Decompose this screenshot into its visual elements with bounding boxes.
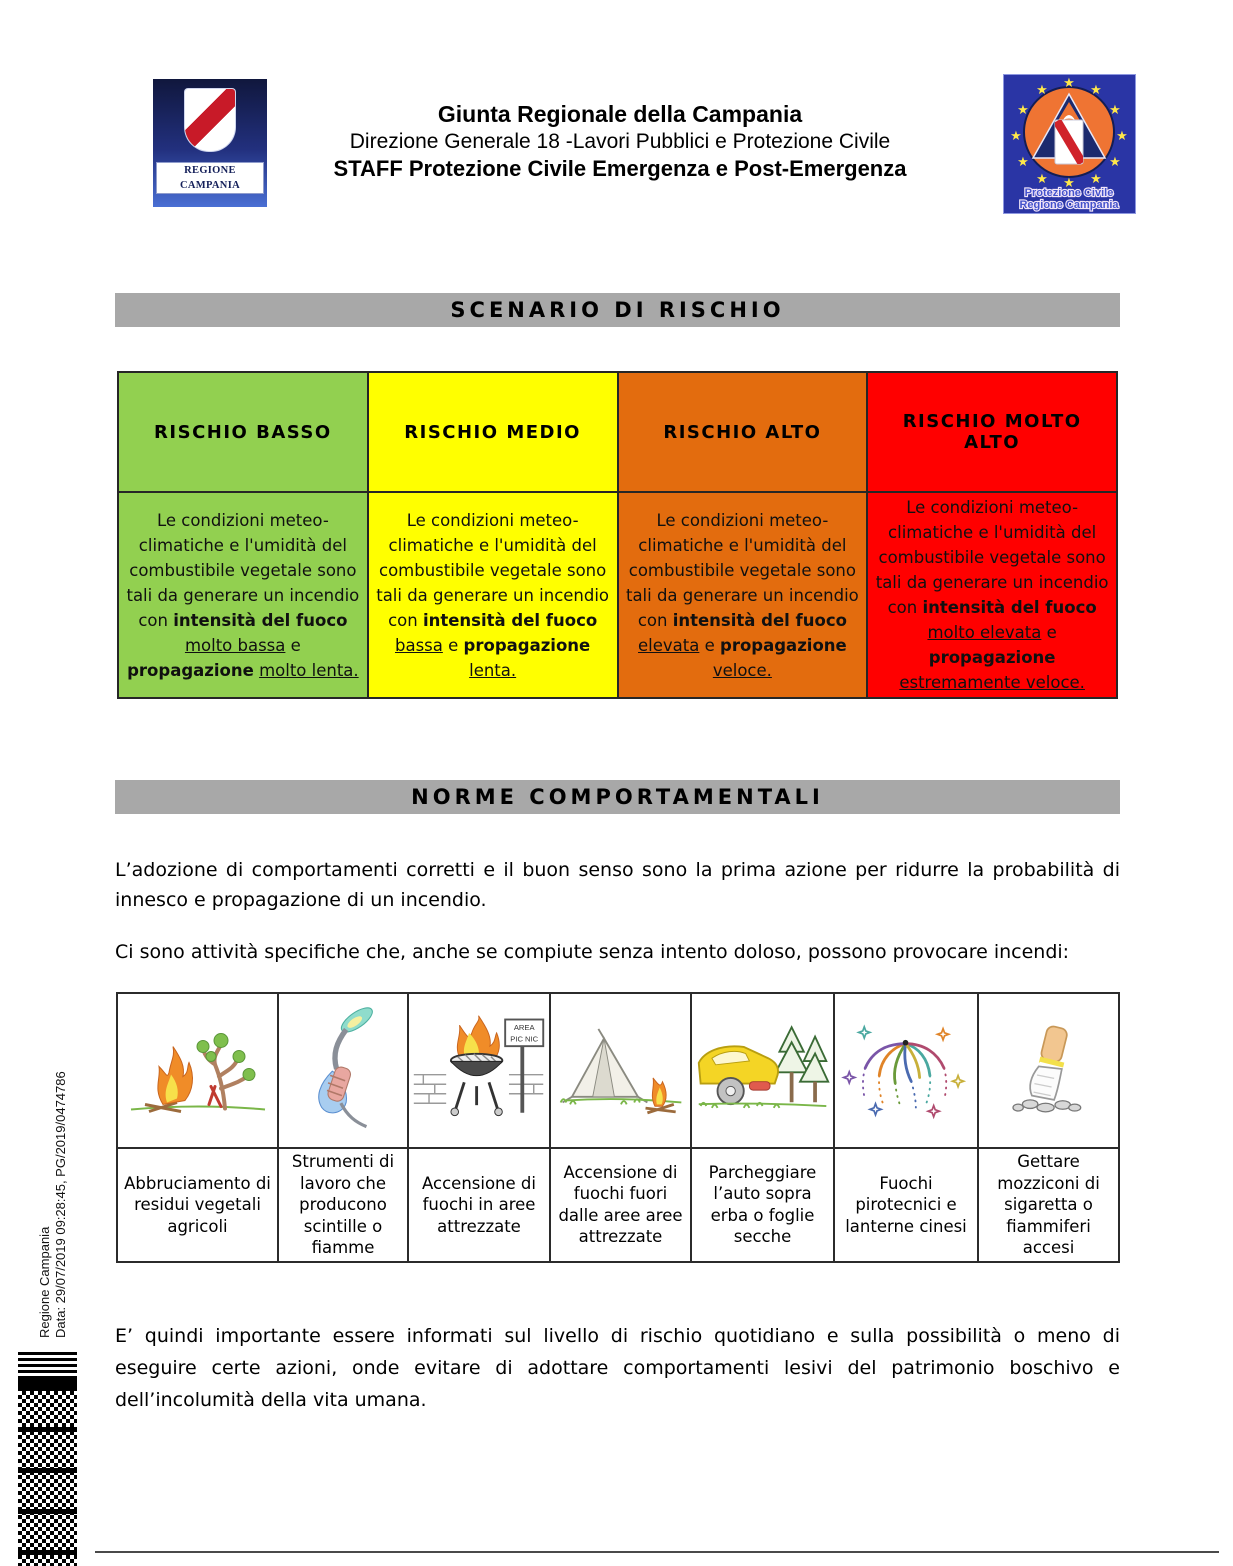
svg-text:★: ★ [1109, 154, 1121, 169]
protocol-stamp [37, 1071, 68, 1338]
area-picnic-sign-line2: PIC NIC [510, 1033, 539, 1043]
svg-text:★: ★ [1063, 75, 1075, 90]
norme-title-text: NORME COMPORTAMENTALI [411, 785, 824, 809]
stamp-line2: Data: 29/07/2019 09:28:45, PG/2019/0474786 [52, 1071, 68, 1338]
protezione-civile-logo-icon [1003, 74, 1136, 214]
protezione-civile-label-line2: Regione Campania [1019, 199, 1119, 211]
header-subtitle: Direzione Generale 18 -Lavori Pubblici e Protezione Civile [349, 130, 891, 153]
svg-text:★: ★ [1090, 171, 1102, 186]
svg-text:★: ★ [1036, 82, 1048, 97]
protocol-barcode [18, 1352, 77, 1566]
campania-shield-icon [185, 89, 235, 151]
risk-header-cell-medio: RISCHIO MEDIO [368, 372, 618, 492]
risk-desc-cell-molto-alto: Le condizioni meteo-climatiche e l'umidità del combustibile vegetale sono tali da generare un incendio con intensità del fuoco molto elevata e propagazione estremamente veloce. [867, 492, 1117, 698]
activities-table [116, 992, 1120, 1263]
activity-image-cell [117, 993, 278, 1148]
regione-campania-logo [153, 79, 267, 207]
risk-desc-cell-alto: Le condizioni meteo-climatiche e l'umidità del combustibile vegetale sono tali da generare un incendio con intensità del fuoco elevata e propagazione veloce. [618, 492, 868, 698]
activities-caption-row [117, 1148, 1119, 1262]
regione-campania-logo-label: REGIONE CAMPANIA [156, 162, 264, 194]
blowtorch-illustration [288, 1005, 398, 1133]
activity-caption-cell: Gettare mozziconi di sigaretta o fiammiferi accesi [978, 1148, 1119, 1262]
risk-header-row [118, 372, 1117, 492]
svg-text:★: ★ [1063, 175, 1075, 190]
stamp-line1: Regione Campania [37, 1226, 52, 1338]
activity-image-cell [691, 993, 834, 1148]
header-titles [280, 101, 960, 182]
activity-image-cell [834, 993, 978, 1148]
footer-divider [95, 1551, 1219, 1553]
section-title-norme [115, 780, 1120, 814]
activity-caption-cell: Accensione di fuochi in aree attrezzate [408, 1148, 550, 1262]
activity-caption-cell: Parcheggiare l’auto sopra erba o foglie secche [691, 1148, 834, 1262]
risk-table [117, 371, 1118, 699]
activity-caption-cell: Fuochi pirotecnici e lanterne cinesi [834, 1148, 978, 1262]
svg-text:★: ★ [1010, 128, 1022, 143]
section-title-scenario [115, 293, 1120, 327]
bonfire-tree-illustration [123, 1014, 273, 1124]
activity-image-cell [278, 993, 408, 1148]
risk-desc-cell-medio: Le condizioni meteo-climatiche e l'umidità del combustibile vegetale sono tali da generare un incendio con intensità del fuoco bassa e propagazione lenta. [368, 492, 618, 698]
activity-caption-cell: Strumenti di lavoro che producono scintille o fiamme [278, 1148, 408, 1262]
barbecue-illustration [410, 1010, 548, 1128]
risk-header-cell-alto: RISCHIO ALTO [618, 372, 868, 492]
activity-caption-cell: Accensione di fuochi fuori dalle aree aree attrezzate [550, 1148, 691, 1262]
risk-description-row [118, 492, 1117, 698]
svg-text:★: ★ [1017, 154, 1029, 169]
svg-text:★: ★ [1109, 102, 1121, 117]
header-title: Giunta Regionale della Campania [437, 101, 803, 127]
area-picnic-sign-line1: AREA [513, 1022, 535, 1032]
paragraph-attivita: Ci sono attività specifiche che, anche se compiute senza intento doloso, possono provocare incendi: [115, 941, 1070, 963]
svg-text:★: ★ [1116, 128, 1128, 143]
cigarette-butt-illustration [989, 1011, 1109, 1127]
fireworks-illustration [838, 1011, 974, 1127]
scenario-title-text: SCENARIO DI RISCHIO [450, 298, 785, 322]
tent-campfire-illustration [555, 1014, 687, 1124]
header-staff-line: STAFF Protezione Civile Emergenza e Post-Emergenza [333, 156, 907, 181]
svg-text:★: ★ [1090, 82, 1102, 97]
activities-image-row [117, 993, 1119, 1148]
activity-image-cell [978, 993, 1119, 1148]
protezione-civile-label-line1: Protezione Civile [1024, 187, 1114, 199]
paragraph-adozione: L’adozione di comportamenti corretti e il buon senso sono la prima azione per ridurre la probabilità di innesco e propagazione di un incendio. [115, 859, 1120, 911]
risk-desc-cell-basso: Le condizioni meteo-climatiche e l'umidità del combustibile vegetale sono tali da generare un incendio con intensità del fuoco molto bassa e propagazione molto lenta. [118, 492, 368, 698]
activity-caption-cell: Abbruciamento di residui vegetali agricoli [117, 1148, 278, 1262]
paragraph-importanza: E’ quindi importante essere informati sul livello di rischio quotidiano e sulla possibilità o meno di eseguire certe azioni, onde evitare di adottare comportamenti lesivi del patrimonio boschivo e dell’incolumità della vita umana. [115, 1325, 1120, 1411]
protezione-civile-logo [1003, 74, 1136, 214]
activity-image-cell [408, 993, 550, 1148]
risk-header-cell-molto-alto: RISCHIO MOLTO ALTO [867, 372, 1117, 492]
svg-text:★: ★ [1017, 102, 1029, 117]
car-on-grass-illustration [695, 1013, 831, 1125]
activity-image-cell [550, 993, 691, 1148]
risk-header-cell-basso: RISCHIO BASSO [118, 372, 368, 492]
svg-text:★: ★ [1036, 171, 1048, 186]
